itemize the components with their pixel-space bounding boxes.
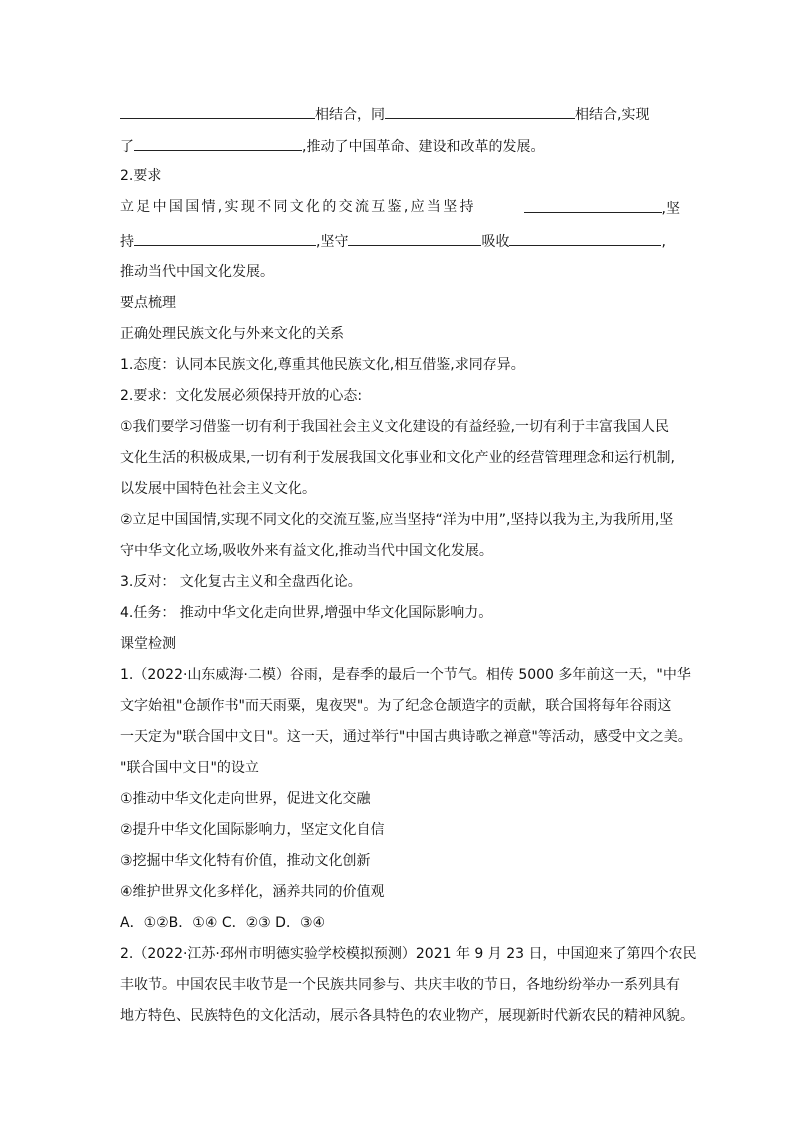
- answer-blank: [348, 230, 481, 246]
- answer-blank: [385, 103, 575, 119]
- question-1-line: 1.（2022·山东威海·二模）谷雨，是春季的最后一个节气。相传 5000 多年前这一天，"中华: [120, 667, 691, 683]
- summary-paragraph-line: 守中华文化立场,吸收外来有益文化,推动当代中国文化发展。: [120, 543, 493, 559]
- question-2-line: 丰收节。中国农民丰收节是一个民族共同参与、共庆丰收的节日，各地纷纷举办一系列具有: [120, 977, 680, 993]
- question-1-line: "联合国中文日"的设立: [120, 760, 259, 776]
- answer-blank: [120, 103, 315, 119]
- blank-group: [524, 197, 680, 219]
- summary-item-attitude: 1.态度：认同本民族文化,尊重其他民族文化,相互借鉴,求同存异。: [120, 357, 525, 373]
- text-segment: ,: [661, 234, 666, 250]
- fill-in-line-6: 推动当代中国文化发展。: [120, 264, 274, 280]
- fill-in-line-5: [120, 230, 680, 252]
- option-item: ③挖掘中华文化特有价值，推动文化创新: [120, 853, 371, 869]
- answer-blank: [524, 197, 662, 213]
- text-segment: 立足中国国情,实现不同文化的交流互鉴,应当坚持: [120, 199, 476, 215]
- text-segment: ,推动了中国革命、建设和改革的发展。: [302, 139, 545, 155]
- summary-paragraph-line: ①我们要学习借鉴一切有利于我国社会主义文化建设的有益经验,一切有利于丰富我国人民: [120, 419, 669, 435]
- summary-subheading: 正确处理民族文化与外来文化的关系: [120, 326, 344, 342]
- summary-item-oppose: 3.反对： 文化复古主义和全盘西化论。: [120, 574, 362, 590]
- exercise-heading: 课堂检测: [120, 636, 176, 652]
- option-item: ④维护世界文化多样化，涵养共同的价值观: [120, 884, 385, 900]
- requirement-heading: 2.要求: [120, 168, 162, 184]
- summary-paragraph-line: 文化生活的积极成果,一切有利于发展我国文化事业和文化产业的经营管理理念和运行机制,: [120, 450, 675, 466]
- text-segment: 吸收: [481, 234, 510, 250]
- fill-in-line-2: [120, 135, 680, 157]
- option-item: ①推动中华文化走向世界，促进文化交融: [120, 791, 371, 807]
- summary-item-requirement: 2.要求：文化发展必须保持开放的心态:: [120, 388, 363, 404]
- question-2-line: 2.（2022·江苏·邳州市明德实验学校模拟预测）2021 年 9 月 23 日，中国迎来了第四个农民: [120, 946, 697, 962]
- fill-in-line-4: [120, 197, 680, 219]
- text-segment: 相结合，同: [315, 107, 385, 123]
- text-segment: 持: [120, 234, 134, 250]
- option-item: ②提升中华文化国际影响力，坚定文化自信: [120, 822, 385, 838]
- text-segment: 相结合,实现: [575, 107, 650, 123]
- summary-paragraph-line: ②立足中国国情,实现不同文化的交流互鉴,应当坚持“洋为中用”,坚持以我为主,为我所用,坚: [120, 512, 674, 528]
- answer-blank: [134, 230, 316, 246]
- text-segment: 了: [120, 139, 134, 155]
- answer-blank: [509, 230, 661, 246]
- summary-paragraph-line: 以发展中国特色社会主义文化。: [120, 481, 316, 497]
- text-segment: ,坚守: [316, 234, 349, 250]
- summary-heading: 要点梳理: [120, 295, 176, 311]
- fill-in-line-1: [120, 103, 680, 125]
- question-1-line: 一天定为"联合国中文日"。这一天，通过举行"中国古典诗歌之禅意"等活动，感受中文之美。: [120, 729, 692, 745]
- question-2-line: 地方特色、民族特色的文化活动，展示各具特色的农业物产，展现新时代新农民的精神风貌。: [120, 1008, 694, 1024]
- text-segment: ,坚: [661, 201, 680, 217]
- answer-blank: [134, 135, 302, 151]
- summary-item-task: 4.任务： 推动中华文化走向世界,增强中华文化国际影响力。: [120, 605, 493, 621]
- question-1-line: 文字始祖"仓颉作书"而天雨粟，鬼夜哭"。为了纪念仓颉造字的贡献，联合国将每年谷雨这: [120, 698, 672, 714]
- answer-choices: A．①②B．①④ C．②③ D．③④: [120, 915, 326, 931]
